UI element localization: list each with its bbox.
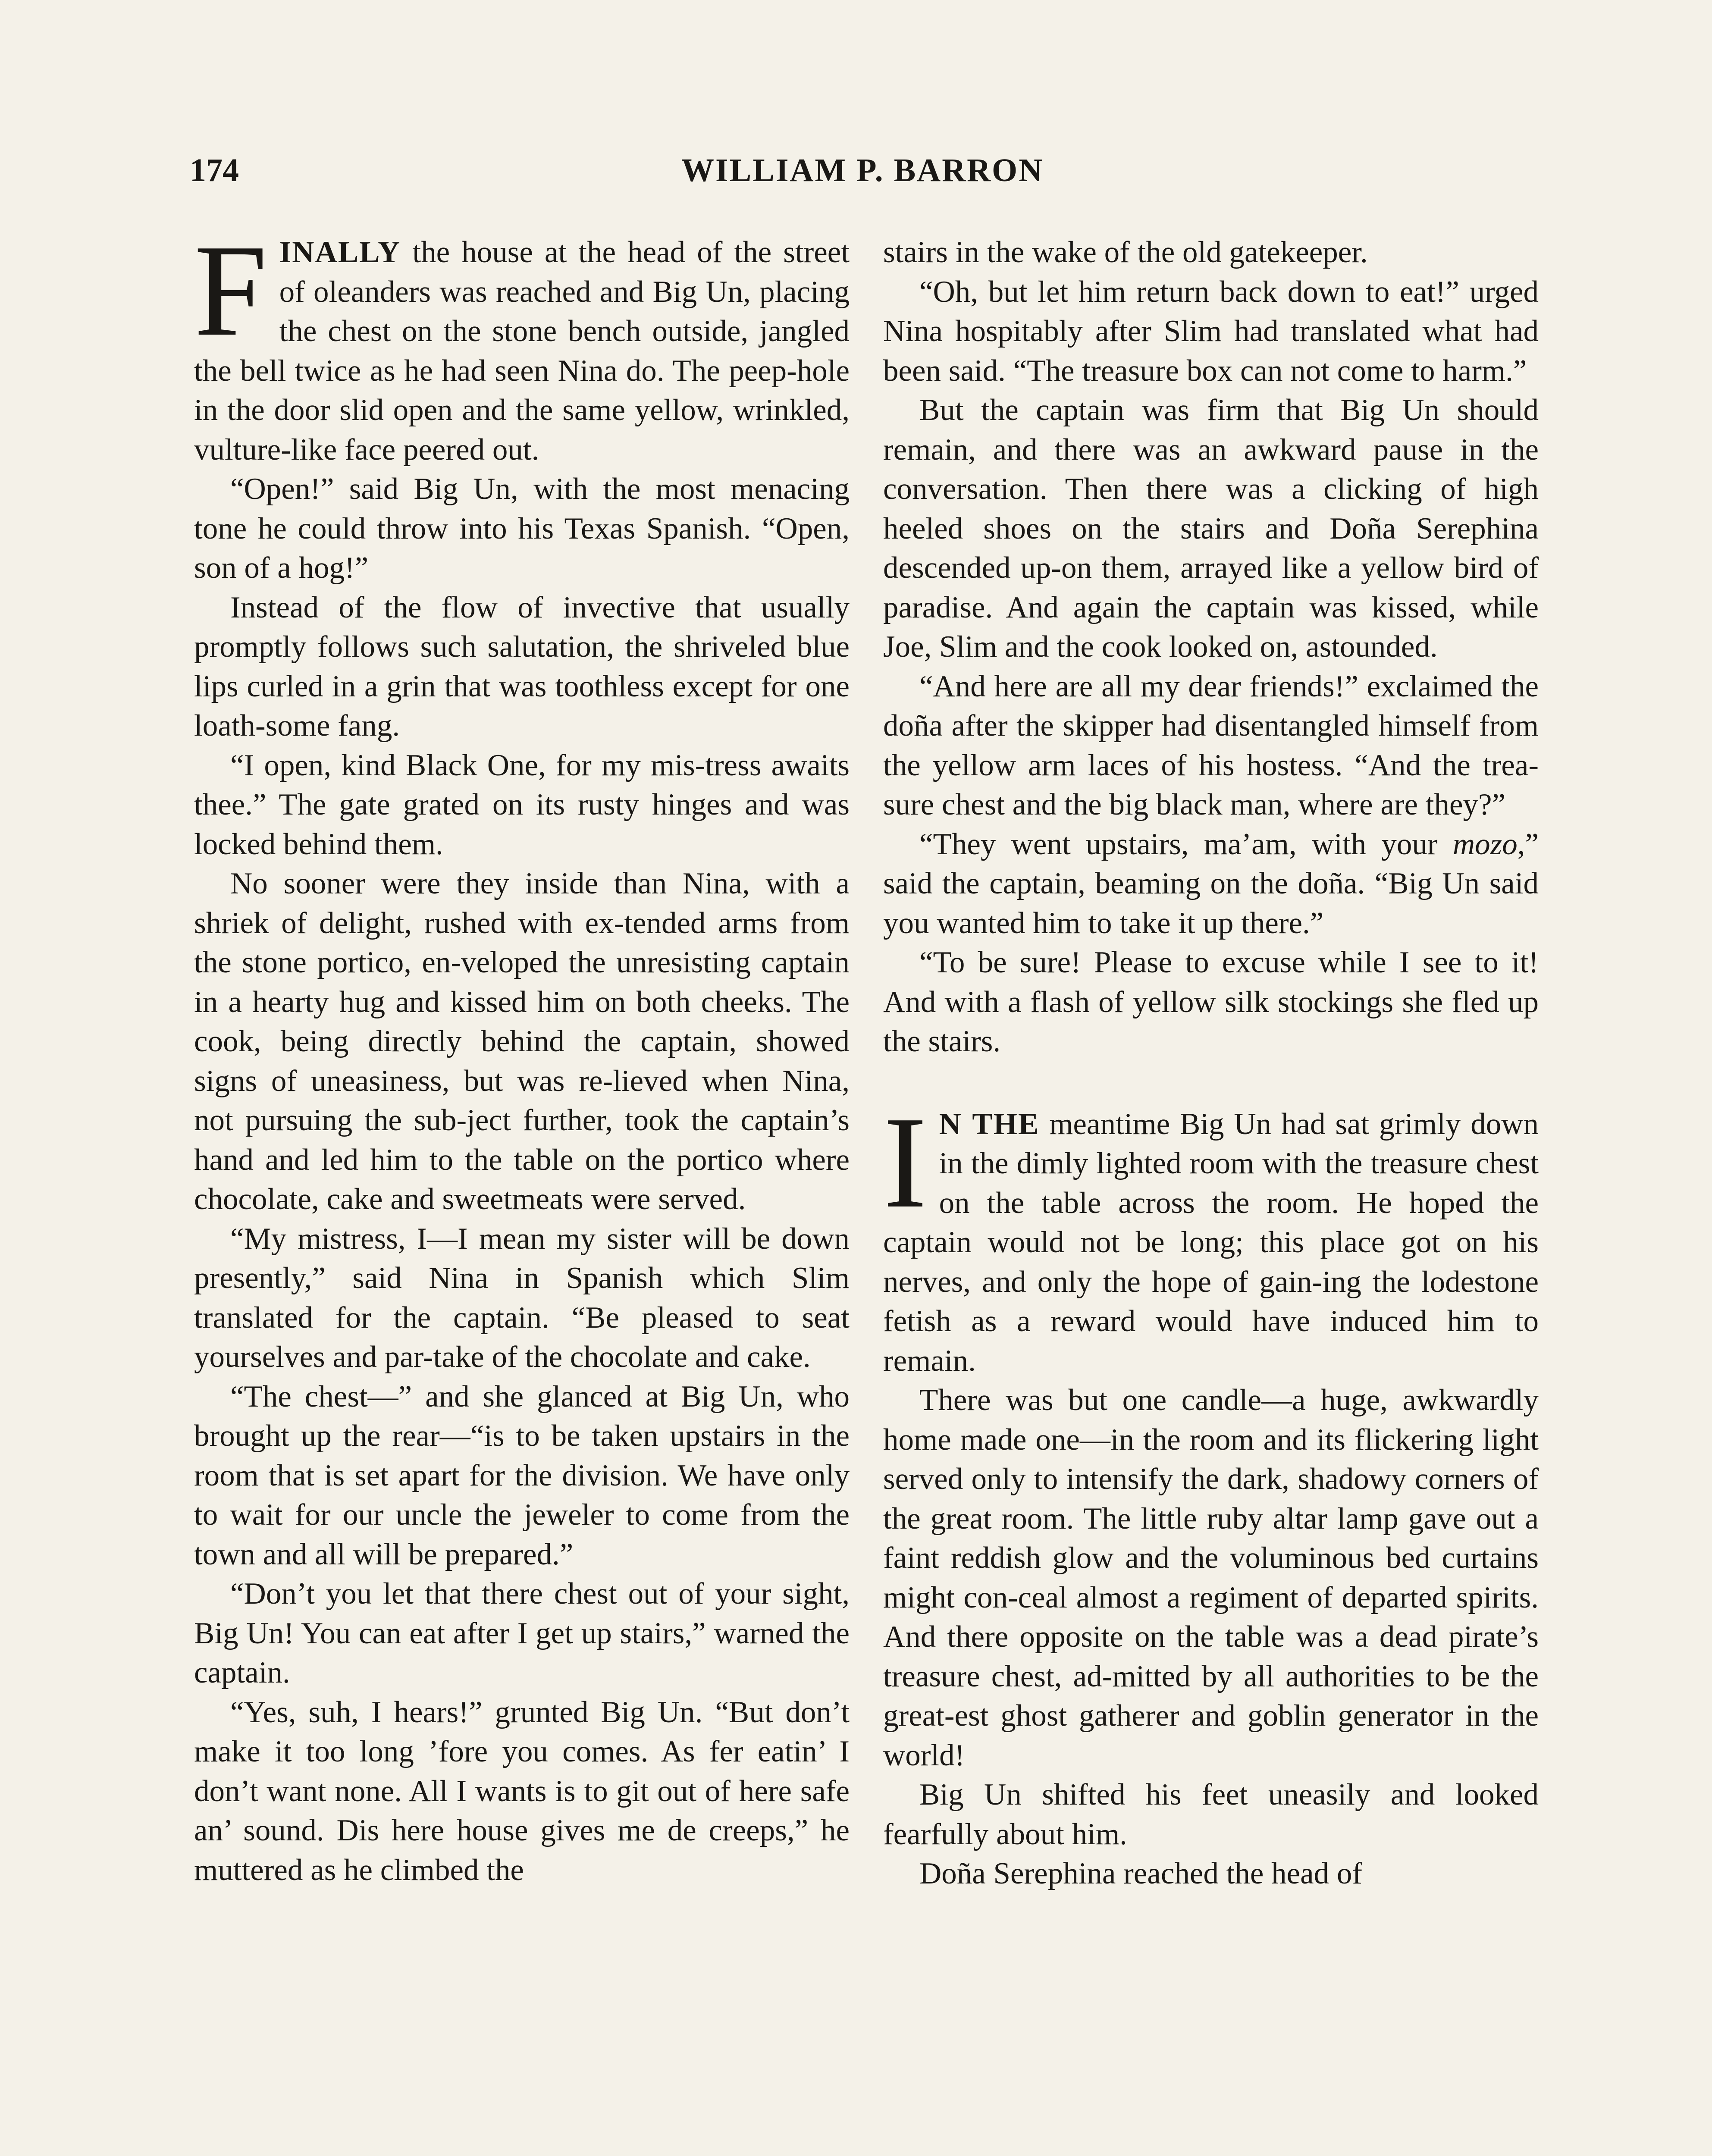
left-column bbox=[194, 217, 850, 1890]
paragraph: “My mistress, I—I mean my sister will be down presently,” said Nina in Spanish which Slim translated for the captain. “Be pleased to seat yourselves and par-take of the chocolate and cake. bbox=[194, 1222, 850, 1374]
paragraph bbox=[883, 825, 1539, 943]
drop-cap: F bbox=[194, 217, 267, 363]
running-head: WILLIAM P. BARRON bbox=[681, 152, 1044, 188]
lead-in: INALLY bbox=[279, 235, 401, 269]
right-column bbox=[883, 233, 1539, 1894]
paragraph: Big Un shifted his feet uneasily and looked fearfully about him. bbox=[883, 1778, 1539, 1851]
paragraph-text: meantime Big Un had sat grimly down in the dimly lighted room with the treasure chest on the table across the room. He hoped the captain would not be long; this place got on his nerves, and only the hope of gain-ing the lodestone fetish as a reward would have induced him to remain. bbox=[883, 1107, 1539, 1378]
paragraph-text: the house at the head of the street of oleanders was reached and Big Un, placing the chest on the stone bench outside, jangled the bell twice as he had seen Nina do. The peep-hole in the door slid open and the same yellow, wrinkled, vulture-like face peered out. bbox=[194, 235, 850, 467]
paragraph: “To be sure! Please to excuse while I see to it! And with a flash of yellow silk stockings she fled up the stairs. bbox=[883, 946, 1539, 1058]
paragraph: Instead of the flow of invective that usually promptly follows such salutation, the shriveled blue lips curled in a grin that was toothless except for one loath-some fang. bbox=[194, 590, 850, 743]
paragraph: stairs in the wake of the old gatekeeper. bbox=[883, 235, 1368, 269]
paragraph: Doña Serephina reached the head of bbox=[919, 1857, 1363, 1890]
paragraph-text: “They went upstairs, ma’am, with your bbox=[919, 827, 1453, 861]
paragraph: “The chest—” and she glanced at Big Un, who brought up the rear—“is to be taken upstairs in the room that is set apart for the division. We have only to wait for our uncle the jeweler to come from the town and all will be prepared.” bbox=[194, 1379, 850, 1571]
paragraph: “Open!” said Big Un, with the most menacing tone he could throw into his Texas Spanish. “Open, son of a hog!” bbox=[194, 472, 850, 585]
paragraph: “Don’t you let that there chest out of your sight, Big Un! You can eat after I get up stairs,” warned the captain. bbox=[194, 1577, 850, 1689]
paragraph: “And here are all my dear friends!” exclaimed the doña after the skipper had disentangled himself from the yellow arm laces of his hostess. “And the trea-sure chest and the big black man, where are they?” bbox=[883, 669, 1539, 821]
paragraph: “I open, kind Black One, for my mis-tress awaits thee.” The gate grated on its rusty hinges and was locked behind them. bbox=[194, 748, 850, 861]
lead-in: N THE bbox=[939, 1107, 1040, 1141]
paragraph: “Yes, suh, I hears!” grunted Big Un. “But don’t make it too long ’fore you comes. As fer eatin’ I don’t want none. All I wants is to git out of here safe an’ sound. Dis here house gives me de creeps,” he muttered as he climbed the bbox=[194, 1695, 850, 1887]
italic-word: mozo bbox=[1452, 827, 1518, 861]
page-header bbox=[190, 152, 1535, 204]
page-number: 174 bbox=[190, 152, 239, 188]
paragraph-text: ,” said the captain, beaming on the doña. “Big Un said you wanted him to take it up there.” bbox=[883, 827, 1539, 940]
paragraph: “Oh, but let him return back down to eat!” urged Nina hospitably after Slim had translated what had been said. “The treasure box can not come to harm.” bbox=[883, 275, 1539, 388]
paragraph: No sooner were they inside than Nina, with a shriek of delight, rushed with ex-tended arms from the stone portico, en-veloped the unresisting captain in a hearty hug and kissed him on both cheeks. The cook, being directly behind the captain, showed signs of uneasiness, but was re-lieved when Nina, not pursuing the sub-ject further, took the captain’s hand and led him to the table on the portico where chocolate, cake and sweetmeats were served. bbox=[194, 867, 850, 1216]
paragraph: There was but one candle—a huge, awkwardly home made one—in the room and its flickering light served only to intensify the dark, shadowy corners of the great room. The little ruby altar lamp gave out a faint reddish glow and the voluminous bed curtains might con-ceal almost a regiment of departed spirits. And there opposite on the table was a dead pirate’s treasure chest, ad-mitted by all authorities to be the great-est ghost gatherer and goblin generator in the world! bbox=[883, 1383, 1539, 1772]
paragraph: But the captain was firm that Big Un should remain, and there was an awkward pause in the conversation. Then there was a clicking of high heeled shoes on the stairs and Doña Serephina descended up-on them, arrayed like a yellow bird of paradise. And again the captain was kissed, while Joe, Slim and the cook looked on, astounded. bbox=[883, 393, 1539, 664]
drop-cap: I bbox=[883, 1089, 927, 1235]
paragraph bbox=[194, 217, 850, 470]
paragraph bbox=[883, 1089, 1539, 1381]
